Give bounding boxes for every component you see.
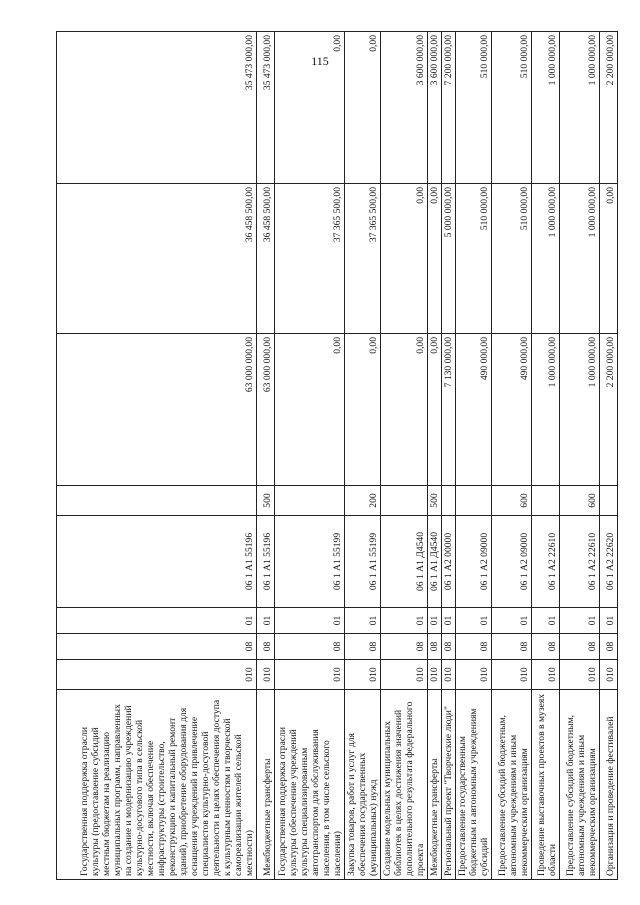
table-body — [57, 32, 618, 880]
target-article-code: 06 1 А1 55199 — [345, 516, 381, 608]
amount-year-2: 0,00 — [381, 184, 428, 334]
ministry-code: 010 — [428, 660, 442, 690]
row-name: Закупка товаров, работ и услуг для обеспечения государственных (муниципальных) нужд — [345, 690, 381, 880]
amount-year-2: 36 458 500,00 — [257, 184, 275, 334]
amount-year-2: 36 458 500,00 — [57, 184, 257, 334]
ministry-code: 010 — [257, 660, 275, 690]
amount-year-3: 0,00 — [275, 32, 345, 184]
table-row — [600, 32, 618, 880]
expense-type-code — [381, 486, 428, 516]
amount-year-1: 0,00 — [428, 334, 442, 486]
expense-type-code: 500 — [257, 486, 275, 516]
section-code: 08 — [532, 634, 560, 660]
amount-year-1: 7 130 000,00 — [442, 334, 456, 486]
table-row — [345, 32, 381, 880]
row-name: Межбюджетные трансферты — [257, 690, 275, 880]
section-code: 08 — [456, 634, 492, 660]
row-name: Государственная поддержка отрасли культуры (предоставление субсидий местным бюджетам на реализацию муниципальных программ, направленных на создание и модернизацию учреждений культурно-досугового типа в сельской местности, включая обеспечение инфраструктуры (строительство, реконструкцию и капитальный ремонт зданий), приобретение оборудования для оснащения учреждений и привлечение специалистов культурно-досуговой деятельности в целях обеспечения доступа к культурным ценностям и творческой самореализации жителей сельской местности) — [57, 690, 257, 880]
row-name: Предоставление субсидий бюджетным, автономным учреждениям и иным некоммерческим организациям — [492, 690, 532, 880]
table-row — [560, 32, 600, 880]
expense-type-code — [532, 486, 560, 516]
expense-type-code — [442, 486, 456, 516]
amount-year-2: 510 000,00 — [456, 184, 492, 334]
ministry-code: 010 — [456, 660, 492, 690]
row-name: Организация и проведение фестивалей — [600, 690, 618, 880]
amount-year-2: 37 365 500,00 — [275, 184, 345, 334]
target-article-code: 06 1 А1 55196 — [257, 516, 275, 608]
target-article-code: 06 1 А1 Д4540 — [381, 516, 428, 608]
ministry-code: 010 — [600, 660, 618, 690]
amount-year-1: 490 000,00 — [492, 334, 532, 486]
budget-table — [56, 31, 618, 880]
subsection-code: 01 — [600, 608, 618, 634]
amount-year-2: 1 000 000,00 — [560, 184, 600, 334]
subsection-code: 01 — [560, 608, 600, 634]
subsection-code: 01 — [492, 608, 532, 634]
ministry-code: 010 — [442, 660, 456, 690]
subsection-code: 01 — [456, 608, 492, 634]
subsection-code: 01 — [57, 608, 257, 634]
row-name: Межбюджетные трансферты — [428, 690, 442, 880]
amount-year-3: 2 200 000,00 — [600, 32, 618, 184]
ministry-code: 010 — [381, 660, 428, 690]
expense-type-code: 600 — [492, 486, 532, 516]
section-code: 08 — [442, 634, 456, 660]
section-code: 08 — [381, 634, 428, 660]
amount-year-1: 0,00 — [345, 334, 381, 486]
table-row — [381, 32, 428, 880]
row-name: Государственная поддержка отрасли культуры (обеспечение учреждений культуры специализированным автотранспортом для обслуживания населения, в том числе сельского населения) — [275, 690, 345, 880]
amount-year-1: 63 000 000,00 — [257, 334, 275, 486]
amount-year-2: 1 000 000,00 — [532, 184, 560, 334]
ministry-code: 010 — [275, 660, 345, 690]
target-article-code: 06 1 А2 00000 — [442, 516, 456, 608]
amount-year-1: 490 000,00 — [456, 334, 492, 486]
amount-year-3: 3 600 000,00 — [381, 32, 428, 184]
amount-year-3: 35 473 000,00 — [257, 32, 275, 184]
subsection-code: 01 — [381, 608, 428, 634]
ministry-code: 010 — [345, 660, 381, 690]
rotated-table-frame — [56, 32, 616, 880]
section-code: 08 — [345, 634, 381, 660]
ministry-code: 010 — [492, 660, 532, 690]
amount-year-2: 510 000,00 — [492, 184, 532, 334]
row-name: Предоставление государственным бюджетным и автономным учреждениям субсидий — [456, 690, 492, 880]
expense-type-code: 600 — [560, 486, 600, 516]
section-code: 08 — [560, 634, 600, 660]
target-article-code: 06 1 А2 09000 — [456, 516, 492, 608]
subsection-code: 01 — [275, 608, 345, 634]
amount-year-3: 1 000 000,00 — [560, 32, 600, 184]
amount-year-2: 37 365 500,00 — [345, 184, 381, 334]
expense-type-code: 500 — [428, 486, 442, 516]
amount-year-2: 0,00 — [428, 184, 442, 334]
expense-type-code — [600, 486, 618, 516]
amount-year-1: 63 000 000,00 — [57, 334, 257, 486]
table-row — [275, 32, 345, 880]
expense-type-code — [57, 486, 257, 516]
amount-year-2: 0,00 — [600, 184, 618, 334]
target-article-code: 06 1 А2 09000 — [492, 516, 532, 608]
target-article-code: 06 1 А1 55199 — [275, 516, 345, 608]
target-article-code: 06 1 А1 Д4540 — [428, 516, 442, 608]
amount-year-1: 0,00 — [381, 334, 428, 486]
budget-table-wrapper — [56, 32, 616, 880]
section-code: 08 — [492, 634, 532, 660]
ministry-code: 010 — [532, 660, 560, 690]
table-row — [442, 32, 456, 880]
ministry-code: 010 — [57, 660, 257, 690]
row-name: Создание модельных муниципальных библиотек в целях достижения значений дополнительного результата федерального проекта — [381, 690, 428, 880]
table-row — [456, 32, 492, 880]
section-code: 08 — [57, 634, 257, 660]
table-row — [428, 32, 442, 880]
target-article-code: 06 1 А1 55196 — [57, 516, 257, 608]
row-name: Предоставление субсидий бюджетным, автономным учреждениям и иным некоммерческим организациям — [560, 690, 600, 880]
table-row — [532, 32, 560, 880]
page-number: 115 — [311, 54, 329, 68]
subsection-code: 01 — [532, 608, 560, 634]
amount-year-3: 3 600 000,00 — [428, 32, 442, 184]
table-row — [57, 32, 257, 880]
section-code: 08 — [428, 634, 442, 660]
row-name: Проведение выставочных проектов в музеях области — [532, 690, 560, 880]
expense-type-code: 200 — [345, 486, 381, 516]
subsection-code: 01 — [428, 608, 442, 634]
subsection-code: 01 — [442, 608, 456, 634]
amount-year-1: 0,00 — [275, 334, 345, 486]
target-article-code: 06 1 А2 22610 — [560, 516, 600, 608]
amount-year-3: 0,00 — [345, 32, 381, 184]
amount-year-2: 5 000 000,00 — [442, 184, 456, 334]
amount-year-1: 2 200 000,00 — [600, 334, 618, 486]
target-article-code: 06 1 А2 22620 — [600, 516, 618, 608]
row-name: Региональный проект "Творческие люди" — [442, 690, 456, 880]
ministry-code: 010 — [560, 660, 600, 690]
amount-year-3: 510 000,00 — [456, 32, 492, 184]
table-row — [257, 32, 275, 880]
section-code: 08 — [600, 634, 618, 660]
table-row — [492, 32, 532, 880]
amount-year-1: 1 000 000,00 — [560, 334, 600, 486]
target-article-code: 06 1 А2 22610 — [532, 516, 560, 608]
section-code: 08 — [257, 634, 275, 660]
expense-type-code — [275, 486, 345, 516]
section-code: 08 — [275, 634, 345, 660]
amount-year-3: 7 200 000,00 — [442, 32, 456, 184]
subsection-code: 01 — [257, 608, 275, 634]
subsection-code: 01 — [345, 608, 381, 634]
amount-year-3: 35 473 000,00 — [57, 32, 257, 184]
amount-year-3: 1 000 000,00 — [532, 32, 560, 184]
expense-type-code — [456, 486, 492, 516]
amount-year-1: 1 000 000,00 — [532, 334, 560, 486]
amount-year-3: 510 000,00 — [492, 32, 532, 184]
